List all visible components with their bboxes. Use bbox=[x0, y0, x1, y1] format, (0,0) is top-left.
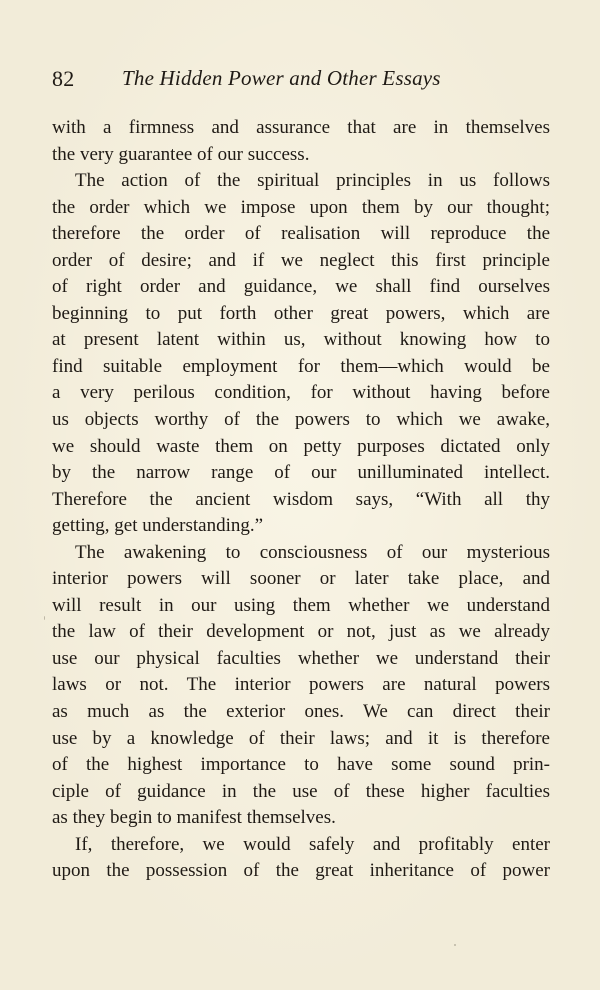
text-line: a very perilous condition, for without having before bbox=[52, 382, 550, 404]
text-line: we should waste them on petty purposes dictated only bbox=[52, 435, 550, 457]
text-line: upon the possession of the great inheritance of power bbox=[52, 860, 550, 882]
text-line: with a firmness and assurance that are in themselves bbox=[52, 117, 550, 138]
text-line: of the highest importance to have some sound prin- bbox=[52, 754, 550, 776]
text-line: the law of their development or not, just as we already bbox=[52, 621, 550, 643]
text-line: find suitable employment for them—which would be bbox=[52, 355, 550, 377]
text-line: use by a knowledge of their laws; and it is therefore bbox=[52, 727, 550, 749]
text-line: The awakening to consciousness of our mysterious bbox=[75, 541, 550, 563]
text-line: of right order and guidance, we shall find ourselves bbox=[52, 276, 550, 298]
text-line: the very guarantee of our success. bbox=[52, 143, 310, 165]
body-text bbox=[52, 115, 550, 885]
text-line: ciple of guidance in the use of these higher faculties bbox=[52, 780, 550, 802]
text-line: order of desire; and if we neglect this first principle bbox=[52, 249, 550, 271]
text-line: at present latent within us, without knowing how to bbox=[52, 329, 550, 351]
text-line: the order which we impose upon them by our thought; bbox=[52, 196, 550, 218]
text-line: laws or not. The interior powers are natural powers bbox=[52, 674, 550, 696]
page-header bbox=[52, 66, 548, 98]
text-line: therefore the order of realisation will reproduce the bbox=[52, 223, 550, 245]
text-line: interior powers will sooner or later take place, and bbox=[52, 568, 550, 590]
text-line: getting, get understanding.” bbox=[52, 515, 264, 537]
text-line: will result in our using them whether we understand bbox=[52, 594, 550, 616]
text-line: as much as the exterior ones. We can direct their bbox=[52, 701, 550, 723]
paper-speck bbox=[454, 944, 456, 946]
running-title: The Hidden Power and Other Essays bbox=[122, 66, 441, 90]
page-number: 82 bbox=[52, 66, 75, 91]
text-line: use our physical faculties whether we understand their bbox=[52, 647, 550, 669]
text-line: The action of the spiritual principles in us follows bbox=[75, 170, 550, 192]
text-line: beginning to put forth other great powers, which are bbox=[52, 302, 550, 324]
paper-speck bbox=[44, 616, 45, 620]
text-line: Therefore the ancient wisdom says, “With all thy bbox=[52, 488, 550, 510]
text-line: as they begin to manifest themselves. bbox=[52, 807, 336, 829]
text-line: by the narrow range of our unilluminated intellect. bbox=[52, 462, 550, 484]
text-line: us objects worthy of the powers to which we awake, bbox=[52, 409, 550, 431]
text-line: If, therefore, we would safely and profitably enter bbox=[75, 833, 550, 855]
